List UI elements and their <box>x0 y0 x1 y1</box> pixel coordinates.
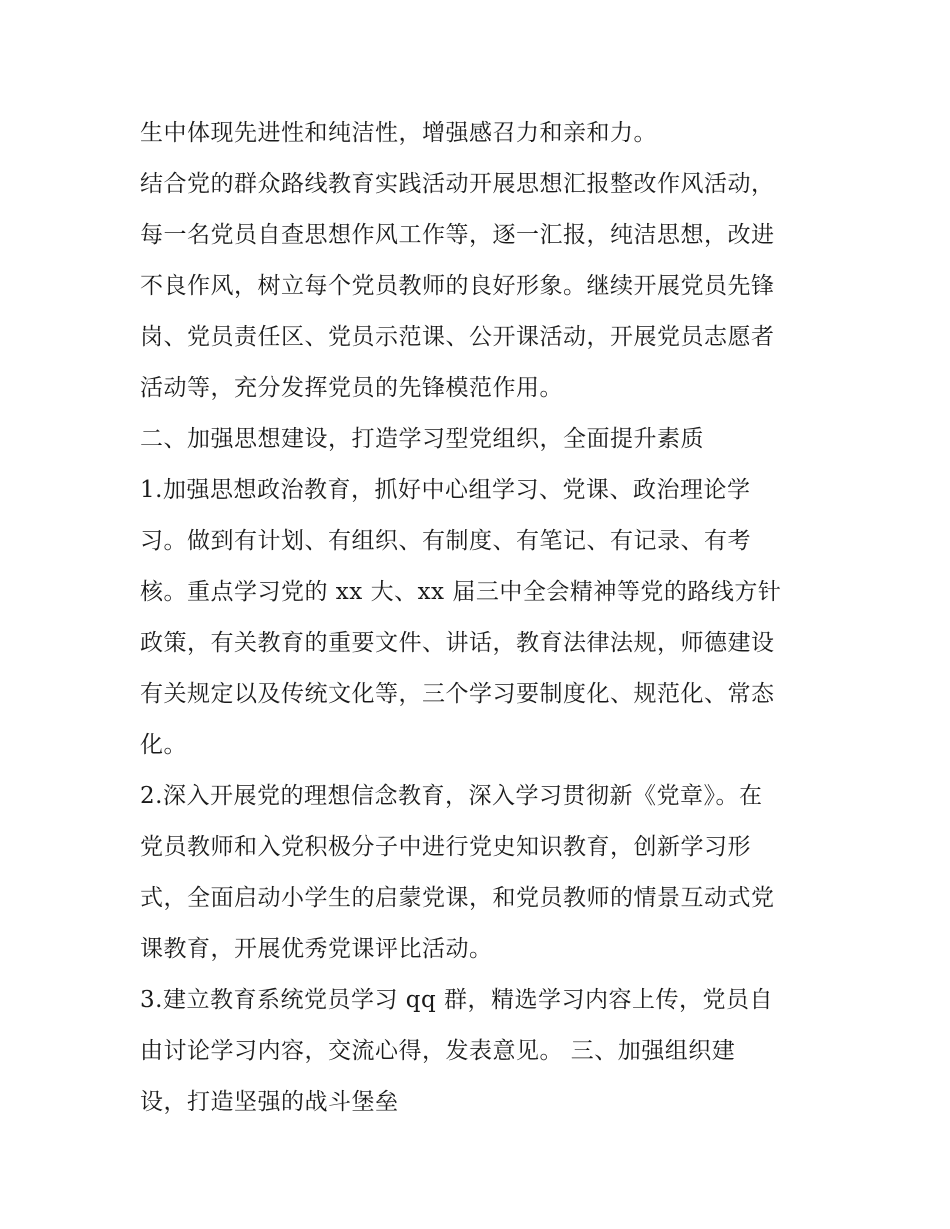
text-line: 结合党的群众路线教育实践活动开展思想汇报整改作风活动， <box>140 171 775 197</box>
text-line: 岗、党员责任区、党员示范课、公开课活动，开展党员志愿者 <box>140 324 775 350</box>
text-line: 习。做到有计划、有组织、有制度、有笔记、有记录、有考 <box>140 528 751 554</box>
text-line: 每一名党员自查思想作风工作等，逐一汇报，纯洁思想，改进 <box>140 222 775 248</box>
text-line: 式，全面启动小学生的启蒙党课，和党员教师的情景互动式党 <box>140 885 775 911</box>
text-line: 不良作风，树立每个党员教师的良好形象。继续开展党员先锋 <box>140 273 775 299</box>
text-line: 设，打造坚强的战斗堡垒 <box>140 1089 399 1115</box>
text-line: 有关规定以及传统文化等，三个学习要制度化、规范化、常态 <box>140 681 775 707</box>
section-heading: 二、加强思想建设，打造学习型党组织，全面提升素质 <box>140 426 704 452</box>
text-line: 化。 <box>140 732 187 758</box>
text-line: 党员教师和入党积极分子中进行党史知识教育，创新学习形 <box>140 834 751 860</box>
text-line: 由讨论学习内容，交流心得，发表意见。 三、加强组织建 <box>140 1038 736 1064</box>
document-body <box>140 108 820 1128</box>
text-line: 1.加强思想政治教育，抓好中心组学习、党课、政治理论学 <box>140 477 751 503</box>
text-line: 2.深入开展党的理想信念教育，深入学习贯彻新《党章》。在 <box>140 783 763 809</box>
text-line: 生中体现先进性和纯洁性，增强感召力和亲和力。 <box>140 120 657 146</box>
text-line: 课教育，开展优秀党课评比活动。 <box>140 936 493 962</box>
text-line: 核。重点学习党的 xx 大、xx 届三中全会精神等党的路线方针 <box>140 579 782 605</box>
text-line: 活动等，充分发挥党员的先锋模范作用。 <box>140 375 563 401</box>
text-line: 3.建立教育系统党员学习 qq 群，精选学习内容上传，党员自 <box>140 987 774 1013</box>
text-line: 政策，有关教育的重要文件、讲话，教育法律法规，师德建设 <box>140 630 775 656</box>
